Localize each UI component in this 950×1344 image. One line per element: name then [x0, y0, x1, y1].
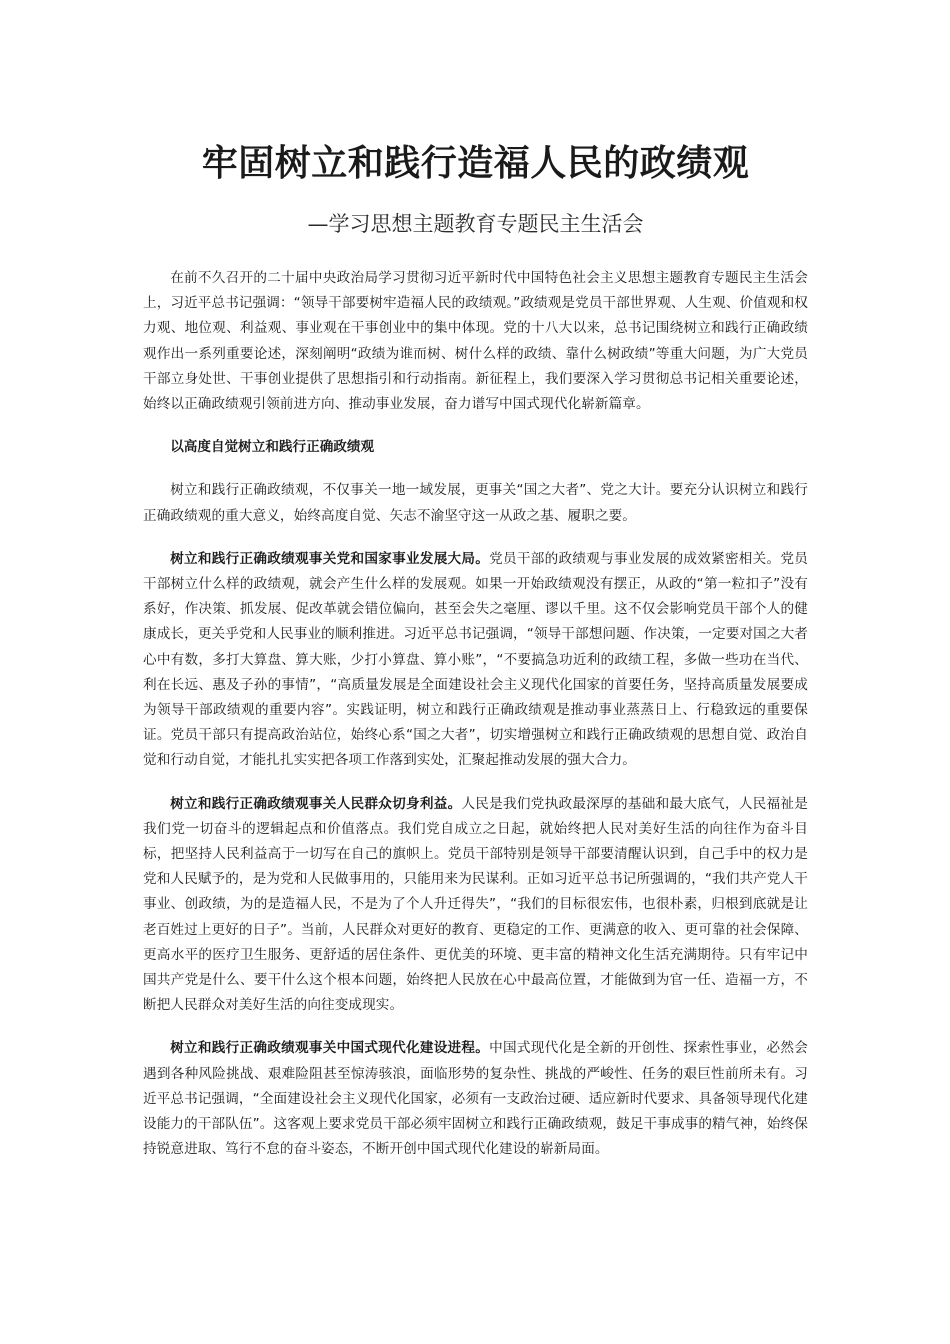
paragraph-lead-1: 树立和践行正确政绩观事关党和国家事业发展大局。 [170, 550, 490, 567]
paragraph-text-3: 中国式现代化是全新的开创性、探索性事业，必然会遇到各种风险挑战、艰难险阻甚至惊涛骇浪，面临形势的复杂性、挑战的严峻性、任务的艰巨性前所未有。习近平总书记强调，“全面建设社会主义现代化国家，必须有一支政治过硬、适应新时代要求、具备领导现代化建设能力的干部队伍”。这客观上要求党员干部必须牢固树立和践行正确政绩观，鼓足干事成事的精气神，始终保持锐意进取、笃行不怠的奋斗姿态，不断开创中国式现代化建设的崭新局面。 [143, 1040, 808, 1158]
document-title: 牢固树立和践行造福人民的政绩观 [201, 143, 750, 184]
paragraph-text-2: 人民是我们党执政最深厚的基础和最大底气，人民福祉是我们党一切奋斗的逻辑起点和价值落点。我们党自成立之日起，就始终把人民对美好生活的向往作为奋斗目标，把坚持人民利益高于一切写在自己的旗帜上。党员干部特别是领导干部要清醒认识到，自己手中的权力是党和人民赋予的，是为党和人民做事用的，只能用来为民谋利。正如习近平总书记所强调的，“我们共产党人干事业、创政绩，为的是造福人民，不是为了个人升迁得失”，“我们的目标很宏伟，也很朴素，归根到底就是让老百姓过上更好的日子”。当前，人民群众对更好的教育、更稳定的工作、更满意的收入、更可靠的社会保障、更高水平的医疗卫生服务、更舒适的居住条件、更优美的环境、更丰富的精神文化生活充满期待。只有牢记中国共产党是什么、要干什么这个根本问题，始终把人民放在心中最高位置，才能做到为官一任、造福一方，不断把人民群众对美好生活的向往变成现实。 [143, 795, 808, 1014]
body-paragraph-1 [143, 547, 808, 774]
paragraph-lead-2: 树立和践行正确政绩观事关人民群众切身利益。 [170, 795, 462, 812]
section-heading: 以高度自觉树立和践行正确政绩观 [170, 439, 375, 456]
body-paragraph-3 [143, 1036, 808, 1162]
document-body [143, 266, 808, 1163]
section-intro-paragraph: 树立和践行正确政绩观，不仅事关一地一域发展，更事关“国之大者”、党之大计。要充分认识树立和践行正确政绩观的重大意义，始终高度自觉、矢志不渝坚守这一从政之基、履职之要。 [143, 482, 808, 524]
paragraph-lead-3: 树立和践行正确政绩观事关中国式现代化建设进程。 [170, 1040, 490, 1057]
document-subtitle: —学习思想主题教育专题民主生活会 [307, 212, 644, 236]
paragraph-text-1: 党员干部的政绩观与事业发展的成效紧密相关。党员干部树立什么样的政绩观，就会产生什么样的发展观。如果一开始政绩观没有摆正，从政的“第一粒扣子”没有系好，作决策、抓发展、促改革就会错位偏向，甚至会失之毫厘、谬以千里。这不仅会影响党员干部个人的健康成长，更关乎党和人民事业的顺利推进。习近平总书记强调，“领导干部想问题、作决策，一定要对国之大者心中有数，多打大算盘、算大账，少打小算盘、算小账”，“不要搞急功近利的政绩工程，多做一些功在当代、利在长远、惠及子孙的事情”，“高质量发展是全面建设社会主义现代化国家的首要任务，坚持高质量发展要成为领导干部政绩观的重要内容”。实践证明，树立和践行正确政绩观是推动事业蒸蒸日上、行稳致远的重要保证。党员干部只有提高政治站位，始终心系“国之大者”，切实增强树立和践行正确政绩观的思想自觉、政治自觉和行动自觉，才能扎扎实实把各项工作落到实处，汇聚起推动发展的强大合力。 [143, 550, 808, 769]
document-page [143, 138, 808, 1163]
intro-paragraph: 在前不久召开的二十届中央政治局学习贯彻习近平新时代中国特色社会主义思想主题教育专题民主生活会上，习近平总书记强调：“领导干部要树牢造福人民的政绩观。”政绩观是党员干部世界观、人生观、价值观和权力观、地位观、利益观、事业观在干事创业中的集中体现。党的十八大以来，总书记围绕树立和践行正确政绩观作出一系列重要论述，深刻阐明“政绩为谁而树、树什么样的政绩、靠什么树政绩”等重大问题，为广大党员干部立身处世、干事创业提供了思想指引和行动指南。新征程上，我们要深入学习贯彻总书记相关重要论述，始终以正确政绩观引领前进方向、推动事业发展，奋力谱写中国式现代化崭新篇章。 [143, 270, 808, 413]
body-paragraph-2 [143, 792, 808, 1019]
